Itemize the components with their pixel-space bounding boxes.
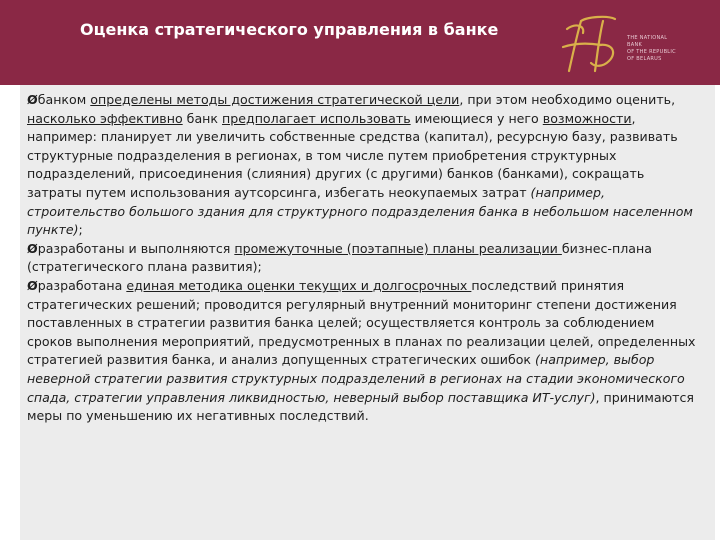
bullet-text: бизнес-плана (стратегического плана развития); xyxy=(27,240,652,275)
bullet-text: банком xyxy=(37,92,91,107)
underlined-text: предполагает использовать xyxy=(222,110,411,126)
bullet-text: последствий принятия стратегических решений; проводится регулярный внутренний мониторинг степени достижения поставленных в стратегии развития банка целей; осуществляется контроль за соблюдением сроков выполнения мероприятий, предусмотренных в планах по реализации целей, определенных стратегией развития банка, и анализ допущенных стратегических ошибок xyxy=(27,277,696,368)
bullet-text: , например: планирует ли увеличить собственные средства (капитал), ресурсную базу, развивать структурные подразделения в регионах, в том числе путем приобретения структурных подразделений, присоединения (слияния) других (с другими) банков (банками), сокращать затраты путем использования аутсорсинга, избегать неокупаемых затрат xyxy=(27,110,678,200)
bank-logo xyxy=(555,13,720,78)
underlined-text: единая методика оценки текущих и долгосрочных xyxy=(126,277,472,293)
bullet-list xyxy=(27,91,699,426)
bullet-text: разработаны и выполняются xyxy=(37,240,235,256)
underlined-text: возможности xyxy=(542,110,632,126)
bullet-item xyxy=(27,240,699,277)
bullet-text: разработана xyxy=(37,277,127,293)
bullet-text: , при этом необходимо оценить, xyxy=(459,92,676,107)
bullet-text: ; xyxy=(78,222,83,238)
bullet-item xyxy=(27,91,699,240)
bullet-text: банк xyxy=(182,110,223,126)
page-title: Оценка стратегического управления в банке xyxy=(80,20,499,39)
underlined-text: промежуточные (поэтапные) планы реализации xyxy=(234,240,562,256)
logo-text xyxy=(627,35,676,63)
italic-text: (например, выбор неверной стратегии развития структурных подразделений в регионах на стадии экономического спада, стратегии управления ликвидностью, неверный выбор поставщика ИТ-услуг) xyxy=(27,352,685,405)
underlined-text: насколько эффективно xyxy=(27,110,183,126)
header-bar xyxy=(0,0,720,85)
logo-text-line: OF BELARUS xyxy=(627,56,662,62)
bullet-text: , принимаются меры по уменьшению их негативных последствий. xyxy=(27,389,694,424)
underlined-text: определены методы достижения стратегической цели xyxy=(90,92,460,107)
bullet-arrow-icon: Ø xyxy=(27,277,38,293)
italic-text: (например, строительство большого здания для структурного подразделения банка в небольшом населенном пункте) xyxy=(27,184,693,238)
bullet-item xyxy=(27,277,699,426)
bullet-arrow-icon: Ø xyxy=(27,92,38,107)
monogram-icon xyxy=(555,13,625,78)
bullet-arrow-icon: Ø xyxy=(27,240,38,256)
logo-text-line: THE NATIONAL xyxy=(627,35,668,41)
logo-text-line: OF THE REPUBLIC xyxy=(627,49,676,55)
bullet-text: имеющиеся у него xyxy=(410,110,543,126)
logo-text-line: BANK xyxy=(627,42,643,48)
